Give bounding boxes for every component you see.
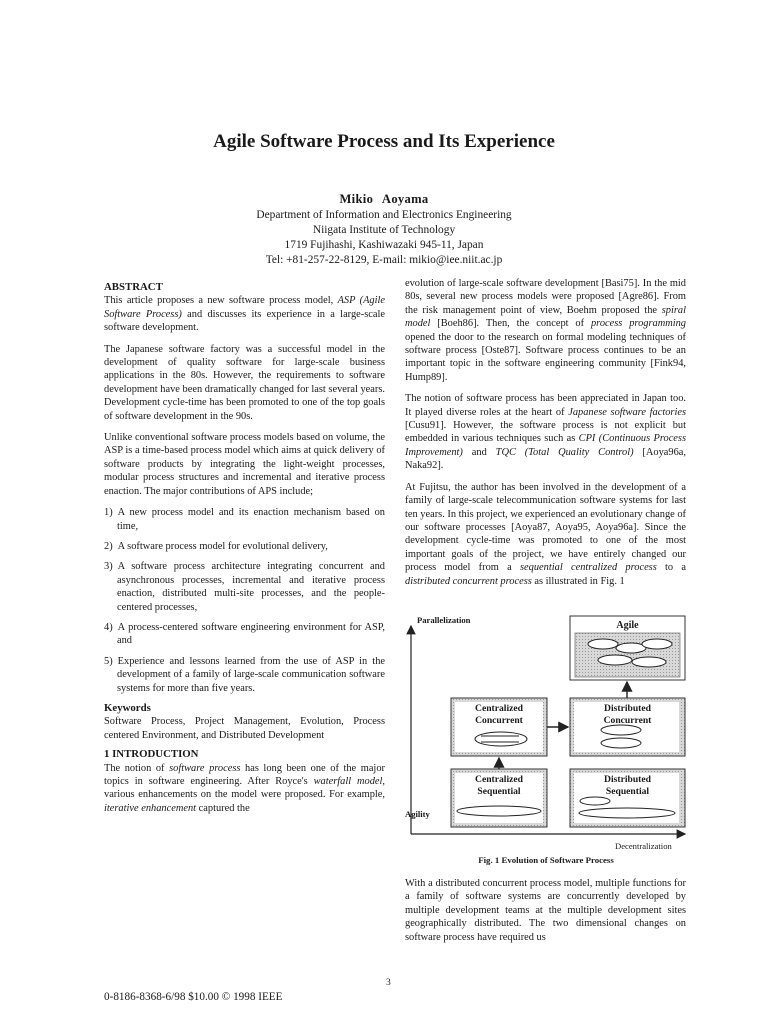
text-run: At Fujitsu, the author has been involved in the development of a family of large-scale telecommunication software systems for last ten years. In this project, we experienced an evolutionary change of our software processes [Aoya87, Aoya95, Aoya96a]. Since the development cycle-time was promoted to one of the most important goals of the project, we have entirely changed our process model from a — [405, 481, 687, 574]
right-column — [405, 277, 686, 596]
text-run: , various enhancements on the model were proposed. For example, — [104, 776, 386, 801]
author-address: 1719 Fujihashi, Kashiwazaki 945-11, Japan — [284, 239, 484, 251]
text-run: to a — [656, 562, 686, 574]
list-number: 2) — [104, 540, 113, 552]
box-label-centralized-concurrent — [451, 703, 547, 727]
text-run: This article proposes a new software process model, — [104, 295, 338, 307]
author-block — [0, 192, 768, 268]
box-label-line: Centralized — [475, 703, 523, 714]
contributions-list — [104, 506, 385, 695]
author-department: Department of Information and Electronics Engineering — [256, 209, 512, 221]
paper-title: Agile Software Process and Its Experience — [213, 131, 555, 152]
abstract-heading: ABSTRACT — [104, 281, 163, 293]
text-run: as illustrated in Fig. 1 — [531, 575, 625, 587]
text-run: has long been one of the major topics in software engineering. After Royce's — [104, 762, 385, 787]
y-axis-label: Parallelization — [417, 615, 471, 625]
list-text: A process-centered software engineering environment for ASP, and — [117, 621, 385, 647]
list-number: 4) — [104, 621, 113, 633]
text-run-italic: sequential centralized process — [520, 562, 657, 574]
list-item — [104, 540, 385, 553]
list-number: 5) — [104, 655, 113, 667]
text-run-italic: Japanese software factories — [568, 406, 686, 418]
text-run: and — [462, 446, 496, 458]
author-contact: Tel: +81-257-22-8129, E-mail: mikio@iee.niit.ac.jp — [265, 254, 503, 266]
text-run: [Cusu91]. However, the software process is not explicit but embedded in various techniques such as — [405, 420, 686, 445]
text-run-italic: waterfall model — [313, 776, 383, 787]
text-run: and discusses its experience in a large-scale software development. — [104, 308, 385, 334]
intro-heading: 1 INTRODUCTION — [104, 748, 199, 761]
list-number: 1) — [104, 507, 113, 519]
figure-caption: Fig. 1 Evolution of Software Process — [478, 855, 614, 865]
text-run-italic: distributed concurrent process — [405, 575, 532, 587]
text-run: opened the door to the research on formal modeling techniques of software process [Oste87]. Software process continues to be an important topic in the software engineering community [Fink94, Hump89]. — [405, 331, 686, 383]
box-label-line: Distributed — [604, 774, 651, 785]
text-run-italic: spiral model — [405, 304, 686, 330]
text-run: The notion of software process has been appreciated in Japan too. It played diverse roles at the heart of — [405, 393, 686, 418]
text-run: The notion of — [104, 762, 170, 774]
body-paragraph — [405, 481, 686, 588]
box-label-distributed-sequential — [570, 774, 685, 798]
list-item — [104, 621, 385, 648]
abstract-paragraph: The Japanese software factory was a successful model in the development of quality software for large-scale business applications in the 80s. However, the requirements to software development have been dramatically changed for last several years. Development cycle-time has been promoted to one of the top goals of software development in the 90s. — [104, 343, 385, 422]
box-label-line: Centralized — [475, 774, 523, 785]
text-run-italic: iterative enhancement — [104, 802, 197, 814]
list-text: A software process model for evolutional delivery, — [117, 540, 328, 552]
box-label-line: Sequential — [605, 786, 650, 797]
body-paragraph — [405, 277, 686, 384]
text-run-italic: TQC (Total Quality Control) — [495, 446, 634, 458]
list-item — [104, 506, 385, 533]
list-item — [104, 655, 385, 695]
text-run-italic: software process — [169, 762, 241, 774]
figure-evolution-diagram — [405, 612, 687, 864]
text-run: evolution of large-scale software development [Basi75]. In the mid 80s, several new process models were proposed [Agre86]. From the risk management point of view, Boehm proposed the — [405, 278, 686, 316]
text-run: [Aoya96a, Naka92]. — [405, 446, 686, 472]
left-column — [104, 281, 385, 823]
list-item — [104, 560, 385, 614]
text-run-italic: process programming — [590, 318, 686, 330]
page-number: 3 — [386, 978, 391, 988]
text-run: [Boeh86]. Then, the concept of — [430, 318, 591, 330]
box-label-line: Concurrent — [475, 715, 523, 726]
box-label-distributed-concurrent — [570, 703, 685, 727]
origin-label: Agility — [405, 809, 430, 819]
box-label-line: Distributed — [604, 703, 651, 714]
diagram-svg — [405, 612, 687, 857]
list-text: A new process model and its enaction mechanism based on time, — [117, 507, 385, 532]
copyright-footer: 0-8186-8368-6/98 $10.00 © 1998 IEEE — [104, 991, 283, 1003]
intro-paragraph — [104, 762, 385, 816]
box-label-line: Concurrent — [603, 715, 652, 726]
body-paragraph: With a distributed concurrent process model, multiple functions for a family of software systems are concurrently developed by multiple development teams at the multiple development sites geographically distributed. The two dimensional changes on software process have required us — [405, 878, 686, 943]
keywords-text: Software Process, Project Management, Evolution, Process centered Environment, and Distributed Development — [104, 716, 385, 741]
text-run-italic: ASP (Agile Software Process) — [104, 295, 385, 320]
box-label-centralized-sequential — [451, 774, 547, 798]
list-text: Experience and lessons learned from the use of ASP in the development of a family of large-scale communication software systems for more than five years. — [117, 655, 385, 694]
abstract-paragraph: Unlike conventional software process models based on volume, the ASP is a time-based process model which aims at quick delivery of software products by integrating the light-weight processes, modular process structures and incremental and iterative process enaction. The major contributions of APS include; — [104, 432, 385, 497]
body-paragraph — [405, 392, 686, 472]
agile-label: Agile — [616, 620, 639, 631]
list-number: 3) — [104, 561, 113, 573]
abstract-paragraph — [104, 294, 385, 334]
author-institute: Niigata Institute of Technology — [312, 224, 456, 236]
box-label-line: Sequential — [477, 786, 521, 797]
text-run: captured the — [196, 802, 250, 814]
text-run-italic: CPI (Continuous Process Improvement) — [405, 433, 686, 458]
x-axis-label: Decentralization — [615, 841, 672, 851]
list-text: A software process architecture integrating concurrent and asynchronous processes, incremental and iterative process enaction, distributed multi-site processes, and the people-centered processes, — [117, 561, 385, 613]
author-name: Mikio Aoyama — [339, 192, 429, 206]
keywords-heading: Keywords — [104, 701, 151, 714]
